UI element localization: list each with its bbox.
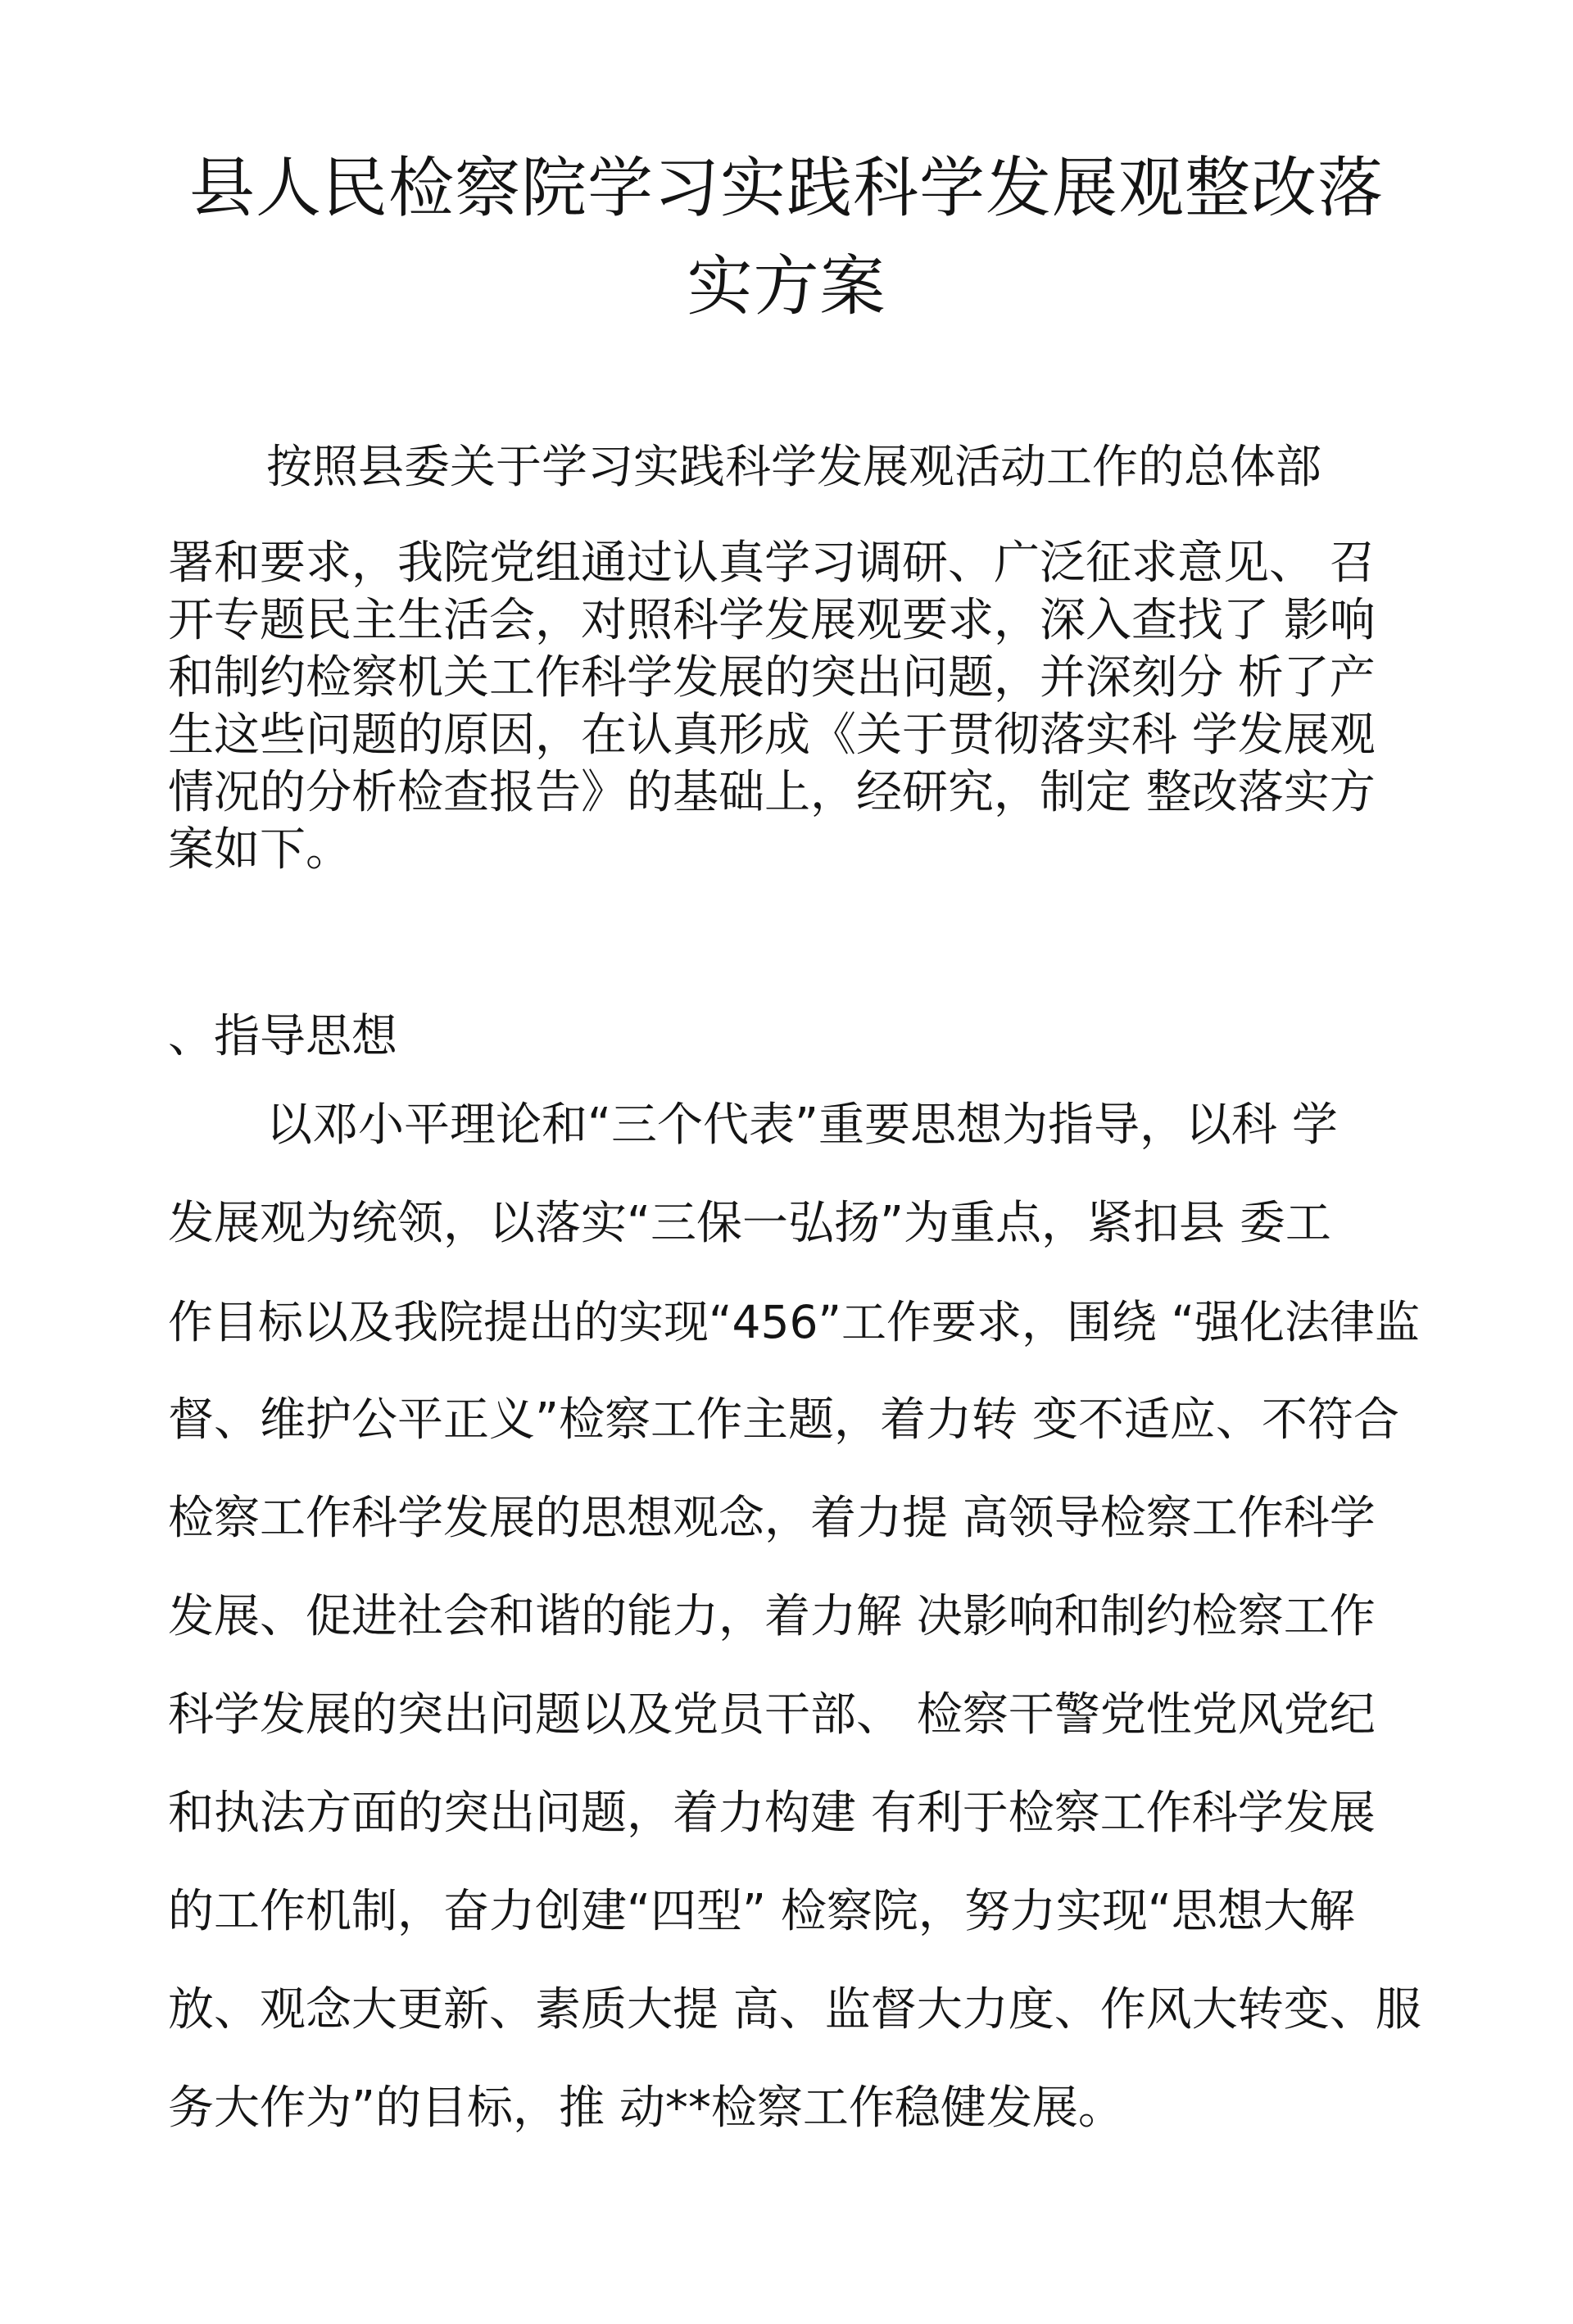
section-heading: 、指导思想 [168,1010,397,1063]
section-line-4: 督、维护公平正义”检察工作主题，着力转 变不适应、不符合 [168,1393,1399,1447]
document-title-line-2: 实方案 [687,248,886,324]
section-line-11: 务大作为”的目标，推 动**检察工作稳健发展。 [168,2082,1124,2135]
intro-line-6: 情况的分析检查报告》的基础上，经研究，制定 整改落实方 [168,766,1376,819]
section-line-1: 以邓小平理论和“三个代表”重要思想为指导，以科 学 [266,1099,1338,1152]
intro-line-1: 按照县委关于学习实践科学发展观活动工作的总体部 [266,441,1321,494]
intro-line-3: 开专题民主生活会，对照科学发展观要求，深入查找了 影响 [168,594,1376,647]
intro-line-7: 案如下。 [168,823,351,877]
intro-line-2: 署和要求，我院党组通过认真学习调研、广泛征求意见、 召 [168,537,1376,590]
document-title-line-1: 县人民检察院学习实践科学发展观整改落 [189,150,1384,226]
section-line-3: 作目标以及我院提出的实现“456”工作要求，围绕 “强化法律监 [168,1296,1420,1348]
section-line-5: 检察工作科学发展的思想观念，着力提 高领导检察工作科学 [168,1492,1376,1545]
section-line-7: 科学发展的突出问题以及党员干部、 检察干警党性党风党纪 [168,1688,1376,1742]
intro-line-4: 和制约检察机关工作科学发展的突出问题，并深刻分 析了产 [168,651,1376,704]
intro-line-5: 生这些问题的原因，在认真形成《关于贯彻落实科 学发展观 [168,709,1376,762]
section-line-9: 的工作机制，奋力创建“四型” 检察院，努力实现“思想大解 [168,1885,1355,1938]
section-line-6: 发展、促进社会和谐的能力，着力解 决影响和制约检察工作 [168,1590,1376,1643]
section-line-8: 和执法方面的突出问题，着力构建 有利于检察工作科学发展 [168,1787,1376,1840]
section-line-2: 发展观为统领，以落实“三保一弘扬”为重点，紧扣县 委工 [168,1197,1331,1250]
section-line-10: 放、观念大更新、素质大提 高、监督大力度、作风大转变、服 [168,1983,1421,2036]
